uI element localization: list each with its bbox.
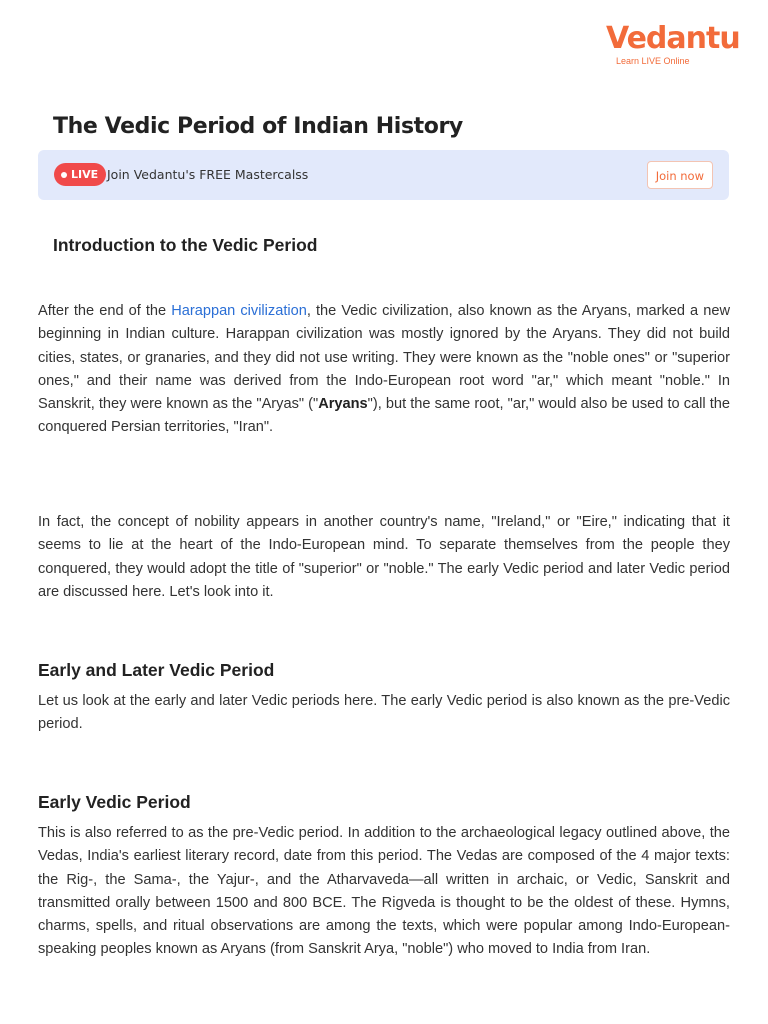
logo-wordmark: Vedantu — [606, 21, 740, 56]
intro-p1-text-c: "), but the same root, "ar," would also be used to call the conquered Persian territories, "Iran". — [38, 396, 730, 436]
intro-p1-text-b: , the Vedic civilization, also known as the Aryans, marked a new beginning in Indian culture. Harappan civilization was mostly ignored by the Aryans. They did not build cities, states, or granaries, and they did not use writing. They were known as the "noble ones" or "superior ones," and their name was derived from the Indo-European root word "ar," which meant "noble." In Sanskrit, they were known as the "Aryas" (" — [38, 303, 730, 413]
early-vedic-paragraph: This is also referred to as the pre-Vedic period. In addition to the archaeological legacy outlined above, the Vedas, India's earliest literary record, date from this period. The Vedas are composed of the 4 major texts: the Rig-, the Sama-, the Yajur-, and the Atharvaveda—all written in archaic, or Vedic, Sanskrit and transmitted orally between 1500 and 800 BCE. The Rigveda is thought to be the oldest of these. Hymns, charms, spells, and ritual observations are among the texts, which were popular among Indo-European-speaking peoples known as Aryans (from Sanskrit Arya, "noble") who moved to India from Iran. — [38, 825, 730, 958]
intro-p1-bold-aryans: Aryans — [318, 396, 368, 413]
logo-tagline: Learn LIVE Online — [616, 56, 690, 66]
vedantu-logo[interactable] — [606, 21, 740, 66]
intro-heading: Introduction to the Vedic Period — [53, 235, 318, 255]
intro-paragraph-1 — [38, 300, 730, 440]
early-later-heading: Early and Later Vedic Period — [38, 660, 275, 680]
live-dot-icon — [61, 172, 67, 178]
early-vedic-heading: Early Vedic Period — [38, 792, 191, 812]
masterclass-banner[interactable] — [38, 150, 729, 200]
live-badge — [54, 163, 106, 186]
harappan-civilization-link[interactable]: Harappan civilization — [171, 303, 307, 319]
early-later-paragraph: Let us look at the early and later Vedic periods here. The early Vedic period is also known as the pre-Vedic period. — [38, 693, 730, 733]
intro-paragraph-2: In fact, the concept of nobility appears in another country's name, "Ireland," or "Eire," indicating that it seems to lie at the heart of the Indo-European mind. To separate themselves from the people they conquered, they would adopt the title of "superior" or "noble." The early Vedic period and later Vedic period are discussed here. Let's look into it. — [38, 514, 730, 600]
live-badge-label: LIVE — [71, 168, 99, 181]
join-now-button[interactable]: Join now — [647, 161, 713, 189]
banner-text: Join Vedantu's FREE Mastercalss — [107, 167, 309, 182]
intro-p1-text-a: After the end of the — [38, 303, 172, 319]
page-title: The Vedic Period of Indian History — [53, 114, 463, 139]
